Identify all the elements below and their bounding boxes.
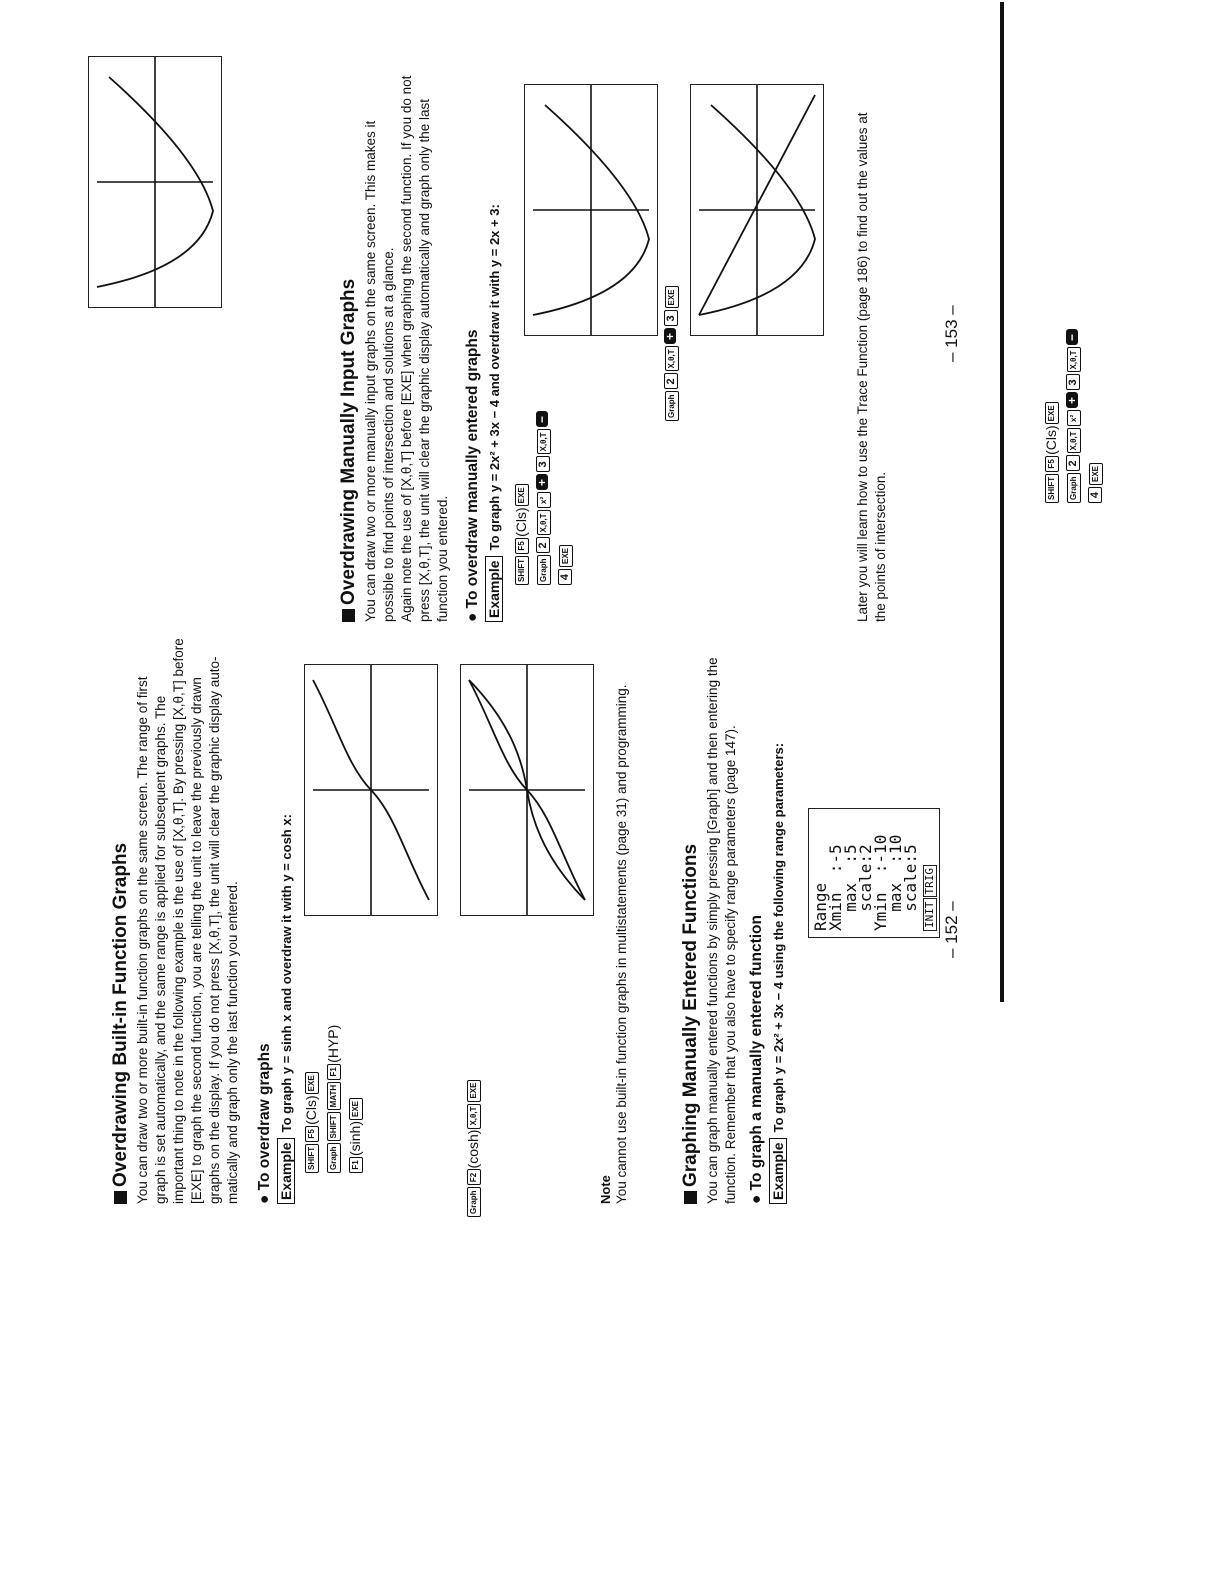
- subhead-overdraw-manual: ● To overdraw manually entered graphs: [464, 329, 481, 622]
- example-label: Example: [769, 1138, 787, 1204]
- example-text: To graph y = sinh x and overdraw it with y = cosh x:: [279, 814, 294, 1133]
- example-text: To graph y = 2x² + 3x − 4 using the following range parameters:: [771, 742, 786, 1133]
- example-label: Example: [277, 1138, 295, 1204]
- minus-key: −: [536, 411, 548, 427]
- plus-key: +: [536, 474, 548, 490]
- four-key: 4: [558, 569, 572, 585]
- text-line: graph is set automatically, and the same range is applied for subsequent graphs. The: [153, 695, 168, 1204]
- minus-key: −: [1066, 329, 1078, 345]
- three-key: 3: [1066, 374, 1080, 390]
- text-line: Later you will learn how to use the Trace Function (page 186) to find out the values at: [855, 112, 870, 622]
- lcd-row: scale:2: [856, 844, 875, 931]
- text-line: matically and graph only the last function you entered.: [225, 881, 240, 1204]
- plus-key: +: [1066, 392, 1078, 408]
- lcd-row: Xmin :-5: [826, 844, 845, 931]
- example-label: Example: [485, 556, 503, 622]
- text-line: You can graph manually entered functions by simply pressing [Graph] and then entering the: [705, 657, 720, 1204]
- footer-text: [854, 22, 890, 622]
- graph-key: Graph: [537, 555, 551, 585]
- lcd-row: Ymin :-10: [871, 834, 890, 931]
- graph-screen-parabola-2: [524, 84, 658, 336]
- shift-key: SHIFT: [515, 556, 529, 585]
- init-fkey: INIT: [923, 899, 937, 932]
- f5-key: F5: [515, 538, 529, 554]
- note-label: Note: [598, 1175, 613, 1204]
- exe-key: EXE: [349, 1098, 363, 1120]
- graph-parabola-2: [525, 85, 657, 335]
- heading-graphing-manual: Graphing Manually Entered Functions: [680, 484, 702, 1204]
- two-key: 2: [1066, 455, 1080, 471]
- example-overdraw-manual: [486, 22, 502, 622]
- cls-label: (Cls): [303, 1095, 319, 1125]
- heading-square-icon: [342, 609, 355, 622]
- shift-key: SHIFT: [327, 1112, 341, 1141]
- lcd-row: max :5: [841, 844, 860, 931]
- example-text: To graph y = 2x² + 3x − 4 and overdraw it with y = 2x + 3:: [487, 204, 502, 551]
- exe-key: EXE: [467, 1080, 481, 1102]
- heading-overdrawing-manual: Overdrawing Manually Input Graphs: [338, 22, 360, 622]
- text-line: You can draw two or more built-in function graphs on the same screen. The range of first: [135, 676, 150, 1204]
- graph-key: Graph: [327, 1143, 341, 1173]
- two-key: 2: [536, 537, 550, 553]
- text-line: function. Remember that you also have to specify range parameters (page 147).: [723, 725, 738, 1204]
- two-key: 2: [664, 373, 678, 389]
- three-key: 3: [536, 456, 550, 472]
- lcd-row: max :10: [886, 834, 905, 931]
- text-line: [EXE] to graph the second function, you are telling the unit to leave the previously drawn: [189, 677, 204, 1204]
- exe-key: EXE: [665, 286, 679, 308]
- subhead-overdraw-graphs: ● To overdraw graphs: [256, 1043, 273, 1204]
- graph-parabola-line: [691, 85, 823, 335]
- exe-key: EXE: [1045, 402, 1059, 424]
- text-line: the points of intersection.: [873, 471, 888, 622]
- graph-parabola-1: [89, 57, 221, 307]
- lcd-row: scale:5: [901, 844, 920, 931]
- plus-key: +: [664, 328, 676, 344]
- body-overdrawing-manual: [362, 22, 452, 622]
- xt-key: X,θ,T: [537, 510, 551, 535]
- exe-key: EXE: [305, 1072, 319, 1094]
- three-key: 3: [664, 310, 678, 326]
- cls-label: (Cls): [1043, 425, 1059, 455]
- graph-screen-parabola-1: [88, 56, 222, 308]
- exe-key: EXE: [1089, 463, 1103, 485]
- f1-key: F1: [327, 1064, 341, 1080]
- shift-key: SHIFT: [1045, 474, 1059, 503]
- keys-overdraw-line: [660, 22, 682, 422]
- math-key: MATH: [327, 1082, 341, 1111]
- text-line: press [X,θ,T], the unit will clear the graphic display automatically and graph only the last: [417, 98, 432, 622]
- exe-key: EXE: [515, 484, 529, 506]
- four-key: 4: [1088, 487, 1102, 503]
- hyp-label: (HYP): [325, 1024, 341, 1063]
- page-number-152: – 152 –: [942, 901, 961, 958]
- text-line: function you entered.: [435, 495, 450, 622]
- graph-key: Graph: [1067, 473, 1081, 503]
- shift-key: SHIFT: [305, 1144, 319, 1173]
- f5-key: F5: [1045, 456, 1059, 472]
- lcd-row: Range: [811, 882, 830, 931]
- xt-key: X,θ,T: [537, 429, 551, 454]
- page-number-153: – 153 –: [942, 305, 961, 362]
- xt-key: X,θ,T: [1067, 428, 1081, 453]
- xt-key: X,θ,T: [665, 346, 679, 371]
- square-key: x²: [537, 492, 551, 508]
- text-line: You can draw two or more manually input graphs on the same screen. This makes it: [363, 120, 378, 622]
- graph-screen-parabola-line: [690, 84, 824, 336]
- subhead-manual-function: ● To graph a manually entered function: [748, 915, 765, 1204]
- text-line: possible to find points of intersection and solutions at a glance.: [381, 247, 396, 622]
- xt-key: X,θ,T: [1067, 347, 1081, 372]
- exe-key: EXE: [559, 545, 573, 567]
- text-line: graphs on the display. If you do not press [X,θ,T], the unit will clear the graphic display auto-: [207, 656, 222, 1204]
- text-line: Again note the use of [X,θ,T] before [EXE] when graphing the second function. If you do not: [399, 75, 414, 622]
- f1-key: F1: [349, 1157, 363, 1173]
- graph-key: Graph: [467, 1187, 481, 1217]
- graph-key: Graph: [665, 391, 679, 421]
- sinh-label: (sinh): [347, 1120, 363, 1156]
- square-key: x²: [1067, 410, 1081, 426]
- cosh-label: (cosh): [465, 1129, 481, 1169]
- text-line: important thing to note in the following example is the use of [X,θ,T]. By pressing [X,θ,T] before: [171, 638, 186, 1204]
- f2-key: F2: [467, 1169, 481, 1185]
- heading-overdrawing-builtin: Overdrawing Built-in Function Graphs: [110, 484, 132, 1204]
- trig-fkey: TRIG: [923, 865, 937, 898]
- note-text: You cannot use built-in function graphs in multistatements (page 31) and programming.: [614, 684, 629, 1204]
- f5-key: F5: [305, 1126, 319, 1142]
- cls-label: (Cls): [513, 507, 529, 537]
- xt-key: X,θ,T: [467, 1104, 481, 1129]
